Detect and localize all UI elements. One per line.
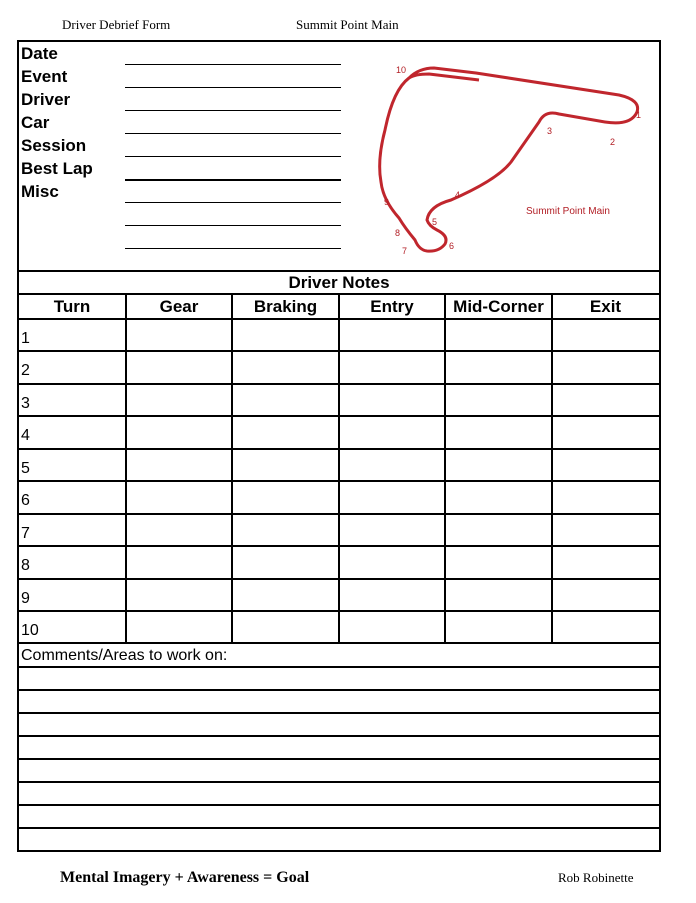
driver-notes-table [19, 295, 659, 643]
turn-marker-4: 4 [455, 190, 461, 200]
column-divider [444, 295, 446, 643]
column-header-gear: Gear [159, 297, 199, 316]
turn-marker-5: 5 [432, 217, 438, 227]
row-divider [19, 383, 659, 385]
comment-line[interactable] [19, 781, 659, 783]
best-lap-label: Best Lap [21, 159, 93, 178]
event-label: Event [21, 67, 68, 86]
comment-line[interactable] [19, 804, 659, 806]
comment-line[interactable] [19, 735, 659, 737]
date-field[interactable] [125, 64, 341, 65]
column-header-mid-corner: Mid-Corner [453, 297, 544, 316]
comments-label: Comments/Areas to work on: [21, 647, 228, 664]
turn-marker-3: 3 [547, 126, 553, 136]
turn-row-number: 5 [21, 460, 30, 477]
turn-marker-2: 2 [610, 137, 616, 147]
row-divider [19, 448, 659, 450]
column-header-exit: Exit [589, 297, 622, 316]
misc-field-2[interactable] [125, 225, 341, 226]
track-map-label: Summit Point Main [526, 206, 610, 217]
car-label: Car [21, 113, 50, 132]
row-divider [19, 578, 659, 580]
column-divider [125, 295, 127, 643]
date-label: Date [21, 44, 58, 63]
comment-line[interactable] [19, 689, 659, 691]
row-divider [19, 480, 659, 482]
misc-field-3[interactable] [125, 248, 341, 249]
event-field[interactable] [125, 87, 341, 88]
row-divider [19, 545, 659, 547]
row-divider [19, 415, 659, 417]
session-info [19, 42, 659, 270]
driver-notes-title: Driver Notes [288, 273, 390, 292]
turn-marker-9: 9 [384, 197, 390, 207]
debrief-form [17, 40, 661, 852]
turn-row-number: 6 [21, 492, 30, 509]
driver-label: Driver [21, 90, 71, 109]
turn-row-number: 3 [21, 395, 30, 412]
driver-field[interactable] [125, 110, 341, 111]
misc-label: Misc [21, 182, 59, 201]
comment-line[interactable] [19, 827, 659, 829]
turn-row-number: 4 [21, 427, 30, 444]
turn-row-number: 10 [21, 622, 39, 639]
comment-line[interactable] [19, 758, 659, 760]
session-field[interactable] [125, 156, 341, 157]
column-divider [551, 295, 553, 643]
track-map [359, 50, 659, 268]
turn-row-number: 8 [21, 557, 30, 574]
row-divider [19, 642, 659, 644]
misc-field-1[interactable] [125, 202, 341, 203]
column-header-entry: Entry [370, 297, 414, 316]
turn-marker-6: 6 [449, 241, 455, 251]
column-divider [338, 295, 340, 643]
track-outline [380, 68, 638, 251]
comment-line[interactable] [19, 666, 659, 668]
column-divider [231, 295, 233, 643]
row-divider [19, 350, 659, 352]
turn-row-number: 1 [21, 330, 30, 347]
footer-motto: Mental Imagery + Awareness = Goal [60, 869, 310, 886]
turn-marker-7: 7 [402, 246, 408, 256]
turn-marker-1: 1 [636, 110, 642, 120]
row-divider [19, 610, 659, 612]
footer-author: Rob Robinette [558, 870, 634, 885]
turn-marker-8: 8 [395, 228, 401, 238]
comment-line[interactable] [19, 712, 659, 714]
best-lap-field[interactable] [125, 179, 341, 181]
form-title: Driver Debrief Form [62, 17, 171, 32]
column-header-turn: Turn [53, 297, 91, 316]
turn-marker-10: 10 [396, 65, 407, 75]
turn-row-number: 2 [21, 362, 30, 379]
session-label: Session [21, 136, 87, 155]
row-divider [19, 318, 659, 320]
car-field[interactable] [125, 133, 341, 134]
row-divider [19, 513, 659, 515]
turn-row-number: 7 [21, 525, 30, 542]
turn-row-number: 9 [21, 590, 30, 607]
track-title: Summit Point Main [296, 17, 399, 32]
column-header-braking: Braking [253, 297, 318, 316]
